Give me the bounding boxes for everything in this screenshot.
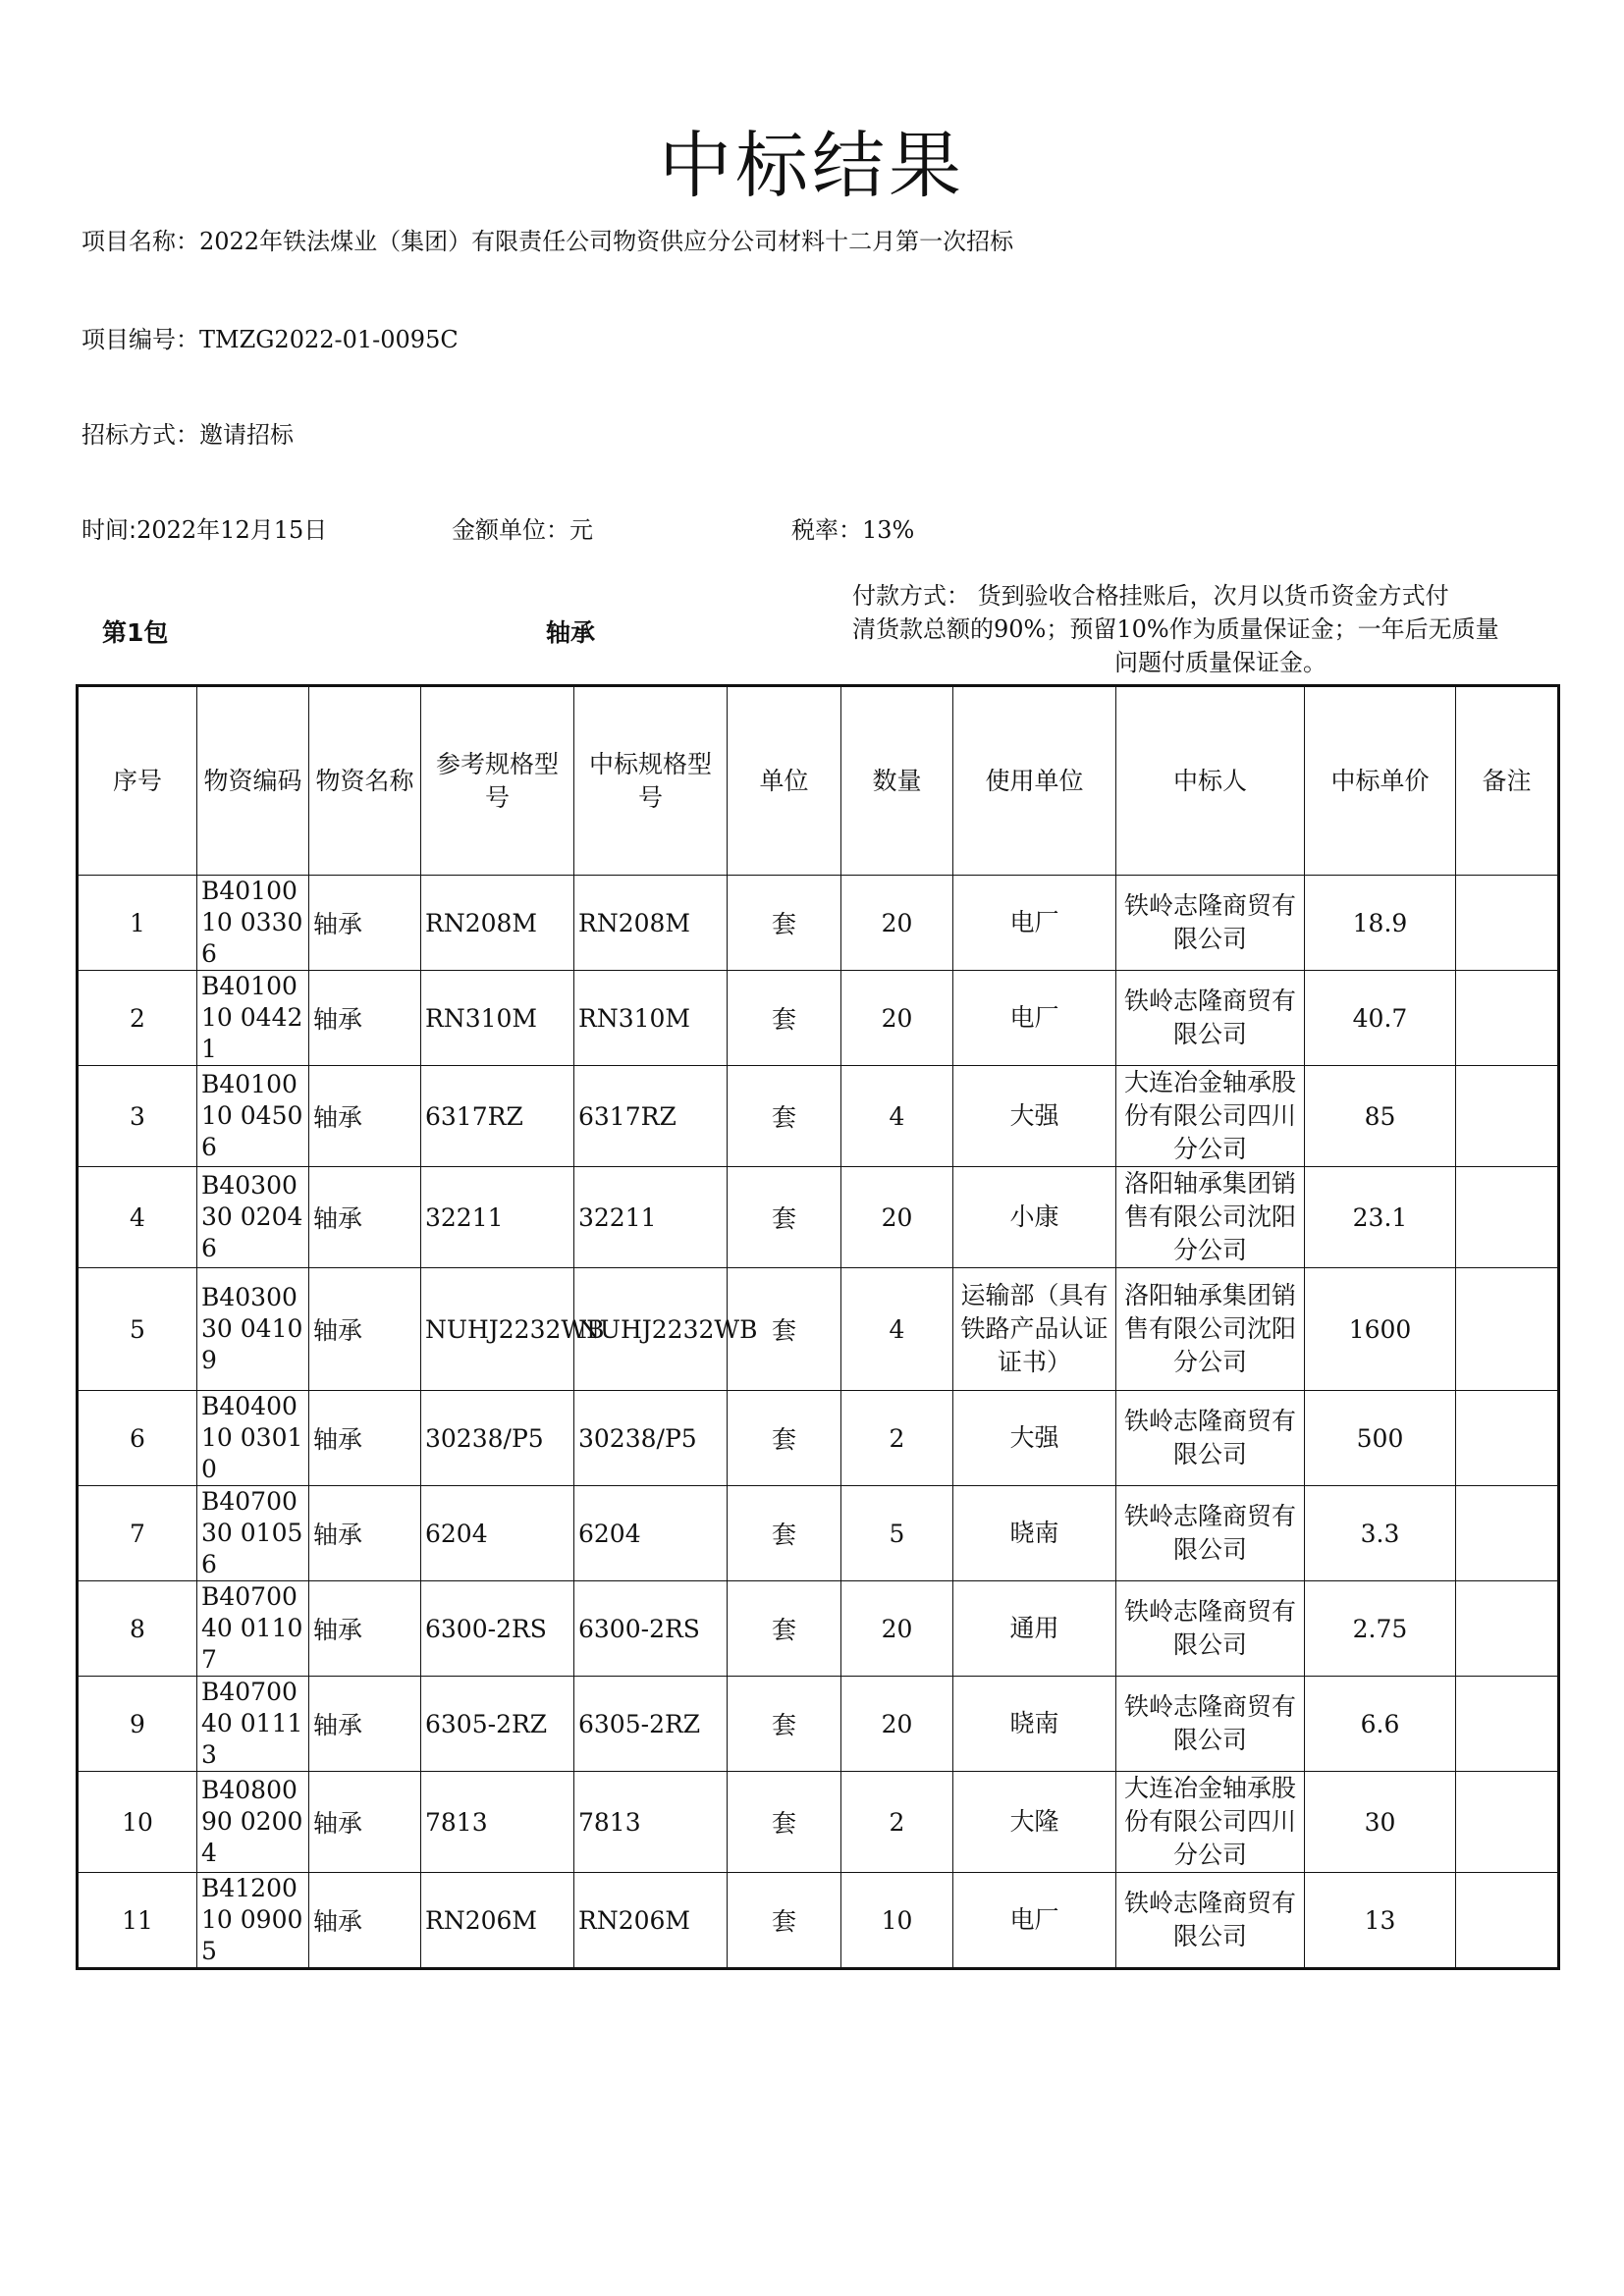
cell-seq: 4 (78, 1167, 197, 1268)
cell-bid-spec: 6300-2RS (574, 1581, 728, 1677)
cell-material-name: 轴承 (309, 876, 421, 971)
cell-qty: 4 (841, 1268, 953, 1391)
cell-seq: 7 (78, 1486, 197, 1581)
cell-user-unit: 电厂 (953, 1873, 1116, 1969)
cell-material-code: B4080090 02004 (197, 1772, 309, 1873)
cell-winner: 铁岭志隆商贸有限公司 (1116, 1581, 1305, 1677)
cell-material-code: B4070040 01107 (197, 1581, 309, 1677)
cell-unit: 套 (728, 876, 841, 971)
payment-terms (852, 579, 1559, 679)
cell-material-name: 轴承 (309, 1677, 421, 1772)
cell-seq: 9 (78, 1677, 197, 1772)
cell-unit: 套 (728, 1391, 841, 1486)
time-label: 时间: (81, 516, 137, 544)
cell-material-name: 轴承 (309, 1268, 421, 1391)
cell-material-name: 轴承 (309, 1873, 421, 1969)
cell-user-unit: 电厂 (953, 876, 1116, 971)
cell-price: 18.9 (1305, 876, 1456, 971)
cell-user-unit: 大强 (953, 1391, 1116, 1486)
cell-winner: 铁岭志隆商贸有限公司 (1116, 876, 1305, 971)
cell-material-name: 轴承 (309, 971, 421, 1066)
table-row (78, 971, 1559, 1066)
cell-ref-spec: 7813 (421, 1772, 574, 1873)
cell-user-unit: 晓南 (953, 1677, 1116, 1772)
table-row (78, 1167, 1559, 1268)
cell-seq: 1 (78, 876, 197, 971)
cell-unit: 套 (728, 1677, 841, 1772)
cell-user-unit: 电厂 (953, 971, 1116, 1066)
table-row (78, 1581, 1559, 1677)
cell-user-unit: 晓南 (953, 1486, 1116, 1581)
cell-unit: 套 (728, 971, 841, 1066)
payment-line-1: 付款方式： 货到验收合格挂账后，次月以货币资金方式付 (852, 582, 1449, 610)
header-code: 物资编码 (197, 686, 309, 876)
project-number-line (81, 320, 459, 354)
time-value: 2022年12月15日 (136, 516, 328, 544)
cell-material-name: 轴承 (309, 1391, 421, 1486)
project-number-label: 项目编号： (81, 326, 199, 353)
header-winner: 中标人 (1116, 686, 1305, 876)
table-row (78, 1391, 1559, 1486)
header-unit: 单位 (728, 686, 841, 876)
amount-unit-label: 金额单位： (452, 516, 569, 544)
cell-bid-spec: 6317RZ (574, 1066, 728, 1167)
cell-bid-spec: RN310M (574, 971, 728, 1066)
cell-material-code: B4070040 01113 (197, 1677, 309, 1772)
cell-price: 3.3 (1305, 1486, 1456, 1581)
header-qty: 数量 (841, 686, 953, 876)
cell-unit: 套 (728, 1581, 841, 1677)
cell-user-unit: 大强 (953, 1066, 1116, 1167)
cell-remark (1456, 1268, 1559, 1391)
cell-price: 6.6 (1305, 1677, 1456, 1772)
header-ref-spec: 参考规格型号 (421, 686, 574, 876)
cell-seq: 8 (78, 1581, 197, 1677)
cell-material-name: 轴承 (309, 1066, 421, 1167)
cell-remark (1456, 1066, 1559, 1167)
cell-qty: 5 (841, 1486, 953, 1581)
bid-method-value: 邀请招标 (199, 421, 294, 449)
cell-bid-spec: 6305-2RZ (574, 1677, 728, 1772)
cell-qty: 20 (841, 971, 953, 1066)
header-seq: 序号 (78, 686, 197, 876)
tax-rate-line (791, 510, 914, 545)
cell-winner: 洛阳轴承集团销售有限公司沈阳分公司 (1116, 1167, 1305, 1268)
cell-bid-spec: 30238/P5 (574, 1391, 728, 1486)
cell-material-code: B4120010 09005 (197, 1873, 309, 1969)
cell-price: 85 (1305, 1066, 1456, 1167)
header-price: 中标单价 (1305, 686, 1456, 876)
cell-winner: 铁岭志隆商贸有限公司 (1116, 1486, 1305, 1581)
cell-seq: 5 (78, 1268, 197, 1391)
cell-material-code: B4010010 04421 (197, 971, 309, 1066)
tax-rate-label: 税率： (791, 516, 862, 544)
cell-material-name: 轴承 (309, 1772, 421, 1873)
cell-ref-spec: 30238/P5 (421, 1391, 574, 1486)
cell-price: 23.1 (1305, 1167, 1456, 1268)
cell-bid-spec: 32211 (574, 1167, 728, 1268)
page-title: 中标结果 (659, 124, 965, 208)
cell-remark (1456, 1677, 1559, 1772)
cell-price: 500 (1305, 1391, 1456, 1486)
cell-material-name: 轴承 (309, 1486, 421, 1581)
header-bid-spec: 中标规格型号 (574, 686, 728, 876)
cell-winner: 铁岭志隆商贸有限公司 (1116, 1391, 1305, 1486)
cell-winner: 大连冶金轴承股份有限公司四川分公司 (1116, 1772, 1305, 1873)
table-row (78, 1677, 1559, 1772)
table-row (78, 1486, 1559, 1581)
cell-user-unit: 小康 (953, 1167, 1116, 1268)
cell-material-code: B4040010 03010 (197, 1391, 309, 1486)
package-name: 轴承 (546, 618, 596, 647)
cell-bid-spec: RN208M (574, 876, 728, 971)
cell-remark (1456, 1391, 1559, 1486)
cell-material-code: B4010010 04506 (197, 1066, 309, 1167)
project-number-value: TMZG2022-01-0095C (199, 326, 459, 353)
project-name-value: 2022年铁法煤业（集团）有限责任公司物资供应分公司材料十二月第一次招标 (199, 228, 1014, 255)
header-user: 使用单位 (953, 686, 1116, 876)
cell-remark (1456, 1486, 1559, 1581)
cell-remark (1456, 1772, 1559, 1873)
cell-unit: 套 (728, 1268, 841, 1391)
project-name-line (81, 222, 1013, 256)
header-remark: 备注 (1456, 686, 1559, 876)
cell-user-unit: 大隆 (953, 1772, 1116, 1873)
cell-winner: 大连冶金轴承股份有限公司四川分公司 (1116, 1066, 1305, 1167)
results-table (76, 684, 1560, 1970)
cell-material-name: 轴承 (309, 1581, 421, 1677)
cell-material-code: B4030030 02046 (197, 1167, 309, 1268)
table-header-row (78, 686, 1559, 876)
cell-bid-spec: RN206M (574, 1873, 728, 1969)
cell-seq: 10 (78, 1772, 197, 1873)
cell-remark (1456, 971, 1559, 1066)
cell-bid-spec: 7813 (574, 1772, 728, 1873)
header-name: 物资名称 (309, 686, 421, 876)
cell-ref-spec: 6317RZ (421, 1066, 574, 1167)
cell-seq: 2 (78, 971, 197, 1066)
cell-qty: 20 (841, 876, 953, 971)
cell-price: 1600 (1305, 1268, 1456, 1391)
payment-line-3: 问题付质量保证金。 (1114, 649, 1326, 676)
cell-unit: 套 (728, 1873, 841, 1969)
cell-remark (1456, 1873, 1559, 1969)
table-row (78, 1772, 1559, 1873)
cell-seq: 6 (78, 1391, 197, 1486)
cell-bid-spec: 6204 (574, 1486, 728, 1581)
cell-remark (1456, 1167, 1559, 1268)
cell-ref-spec: 32211 (421, 1167, 574, 1268)
cell-user-unit: 通用 (953, 1581, 1116, 1677)
bid-method-label: 招标方式： (81, 421, 199, 449)
bid-method-line (81, 415, 294, 450)
cell-winner: 洛阳轴承集团销售有限公司沈阳分公司 (1116, 1268, 1305, 1391)
cell-ref-spec: 6204 (421, 1486, 574, 1581)
cell-unit: 套 (728, 1486, 841, 1581)
cell-qty: 20 (841, 1581, 953, 1677)
cell-qty: 10 (841, 1873, 953, 1969)
table-row (78, 1873, 1559, 1969)
cell-material-code: B4070030 01056 (197, 1486, 309, 1581)
amount-unit-value: 元 (569, 516, 593, 544)
cell-remark (1456, 876, 1559, 971)
cell-qty: 20 (841, 1167, 953, 1268)
cell-seq: 3 (78, 1066, 197, 1167)
tax-rate-value: 13% (862, 516, 915, 544)
cell-unit: 套 (728, 1167, 841, 1268)
cell-ref-spec: 6305-2RZ (421, 1677, 574, 1772)
cell-ref-spec: RN206M (421, 1873, 574, 1969)
payment-line-2: 清货款总额的90%；预留10%作为质量保证金；一年后无质量 (852, 615, 1499, 643)
cell-ref-spec: 6300-2RS (421, 1581, 574, 1677)
cell-ref-spec: RN310M (421, 971, 574, 1066)
time-line (81, 510, 327, 545)
cell-price: 30 (1305, 1772, 1456, 1873)
cell-material-name: 轴承 (309, 1167, 421, 1268)
project-name-label: 项目名称： (81, 228, 199, 255)
cell-ref-spec: NUHJ2232WB (421, 1268, 574, 1391)
amount-unit-line (452, 510, 593, 545)
cell-material-code: B4030030 04109 (197, 1268, 309, 1391)
cell-qty: 20 (841, 1677, 953, 1772)
cell-seq: 11 (78, 1873, 197, 1969)
table-row (78, 1268, 1559, 1391)
cell-unit: 套 (728, 1772, 841, 1873)
table-row (78, 1066, 1559, 1167)
cell-bid-spec: NUHJ2232WB (574, 1268, 728, 1391)
cell-user-unit: 运输部（具有铁路产品认证证书） (953, 1268, 1116, 1391)
cell-qty: 2 (841, 1391, 953, 1486)
cell-winner: 铁岭志隆商贸有限公司 (1116, 1873, 1305, 1969)
cell-price: 40.7 (1305, 971, 1456, 1066)
cell-qty: 4 (841, 1066, 953, 1167)
cell-material-code: B4010010 03306 (197, 876, 309, 971)
cell-unit: 套 (728, 1066, 841, 1167)
cell-winner: 铁岭志隆商贸有限公司 (1116, 1677, 1305, 1772)
table-row (78, 876, 1559, 971)
package-number: 第1包 (102, 618, 169, 647)
cell-ref-spec: RN208M (421, 876, 574, 971)
cell-qty: 2 (841, 1772, 953, 1873)
cell-remark (1456, 1581, 1559, 1677)
cell-price: 2.75 (1305, 1581, 1456, 1677)
cell-price: 13 (1305, 1873, 1456, 1969)
cell-winner: 铁岭志隆商贸有限公司 (1116, 971, 1305, 1066)
